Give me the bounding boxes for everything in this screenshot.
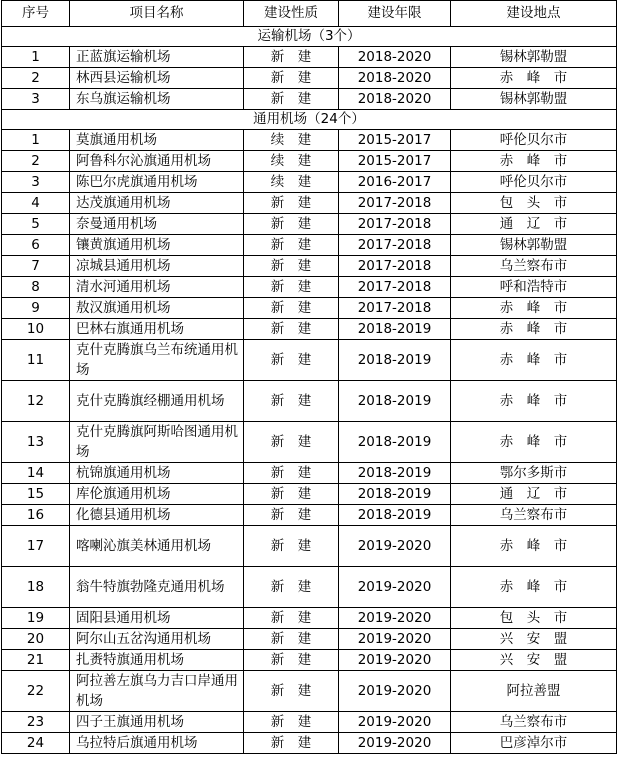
- cell-years: 2019-2020: [339, 567, 451, 608]
- table-row: [2, 89, 617, 110]
- cell-type: 新 建: [244, 68, 339, 89]
- cell-name: 克什克腾旗经棚通用机场: [70, 381, 244, 422]
- cell-years: 2019-2020: [339, 712, 451, 733]
- table-row: [2, 671, 617, 712]
- section-row: [2, 110, 617, 130]
- cell-no: 17: [2, 526, 70, 567]
- cell-type: 续 建: [244, 151, 339, 172]
- cell-type: 新 建: [244, 381, 339, 422]
- cell-years: 2018-2019: [339, 381, 451, 422]
- cell-place: 赤 峰 市: [451, 340, 617, 381]
- cell-name: 阿拉善左旗乌力吉口岸通用机场: [70, 671, 244, 712]
- table-row: [2, 484, 617, 505]
- cell-place: 赤 峰 市: [451, 68, 617, 89]
- cell-years: 2018-2020: [339, 47, 451, 68]
- cell-name: 东乌旗运输机场: [70, 89, 244, 110]
- cell-no: 16: [2, 505, 70, 526]
- section-title: 通用机场（24个）: [2, 110, 617, 130]
- cell-no: 19: [2, 608, 70, 629]
- table-row: [2, 130, 617, 151]
- cell-type: 新 建: [244, 298, 339, 319]
- section-title: 运输机场（3个）: [2, 27, 617, 47]
- cell-no: 24: [2, 733, 70, 754]
- table-row: [2, 733, 617, 754]
- header-name: 项目名称: [70, 1, 244, 27]
- cell-years: 2019-2020: [339, 608, 451, 629]
- cell-place: 乌兰察布市: [451, 505, 617, 526]
- cell-type: 新 建: [244, 193, 339, 214]
- cell-name: 达茂旗通用机场: [70, 193, 244, 214]
- cell-place: 包 头 市: [451, 193, 617, 214]
- cell-years: 2015-2017: [339, 151, 451, 172]
- cell-name: 四子王旗通用机场: [70, 712, 244, 733]
- cell-no: 11: [2, 340, 70, 381]
- cell-type: 新 建: [244, 277, 339, 298]
- cell-name: 库伦旗通用机场: [70, 484, 244, 505]
- cell-place: 乌兰察布市: [451, 256, 617, 277]
- cell-place: 呼伦贝尔市: [451, 172, 617, 193]
- table-row: [2, 463, 617, 484]
- cell-type: 新 建: [244, 505, 339, 526]
- cell-place: 赤 峰 市: [451, 298, 617, 319]
- table-row: [2, 172, 617, 193]
- cell-type: 新 建: [244, 422, 339, 463]
- cell-name: 杭锦旗通用机场: [70, 463, 244, 484]
- cell-place: 鄂尔多斯市: [451, 463, 617, 484]
- cell-name: 敖汉旗通用机场: [70, 298, 244, 319]
- cell-name: 乌拉特后旗通用机场: [70, 733, 244, 754]
- table-row: [2, 256, 617, 277]
- cell-years: 2018-2019: [339, 422, 451, 463]
- table-row: [2, 608, 617, 629]
- header-years: 建设年限: [339, 1, 451, 27]
- cell-place: 阿拉善盟: [451, 671, 617, 712]
- cell-place: 赤 峰 市: [451, 319, 617, 340]
- cell-place: 巴彦淖尔市: [451, 733, 617, 754]
- cell-no: 5: [2, 214, 70, 235]
- cell-no: 6: [2, 235, 70, 256]
- header-row: [2, 1, 617, 27]
- cell-type: 新 建: [244, 650, 339, 671]
- cell-name: 奈曼通用机场: [70, 214, 244, 235]
- cell-no: 9: [2, 298, 70, 319]
- cell-years: 2019-2020: [339, 650, 451, 671]
- cell-place: 赤 峰 市: [451, 422, 617, 463]
- cell-years: 2018-2019: [339, 340, 451, 381]
- cell-place: 包 头 市: [451, 608, 617, 629]
- cell-type: 新 建: [244, 484, 339, 505]
- cell-name: 林西县运输机场: [70, 68, 244, 89]
- cell-years: 2018-2020: [339, 68, 451, 89]
- cell-name: 克什克腾旗阿斯哈图通用机场: [70, 422, 244, 463]
- cell-place: 赤 峰 市: [451, 151, 617, 172]
- cell-no: 10: [2, 319, 70, 340]
- table-row: [2, 151, 617, 172]
- table-row: [2, 526, 617, 567]
- cell-type: 新 建: [244, 526, 339, 567]
- cell-no: 2: [2, 151, 70, 172]
- cell-type: 新 建: [244, 89, 339, 110]
- cell-place: 呼和浩特市: [451, 277, 617, 298]
- cell-name: 莫旗通用机场: [70, 130, 244, 151]
- cell-no: 23: [2, 712, 70, 733]
- cell-type: 新 建: [244, 256, 339, 277]
- header-place: 建设地点: [451, 1, 617, 27]
- cell-type: 新 建: [244, 671, 339, 712]
- airport-projects-table: [1, 0, 617, 754]
- cell-years: 2017-2018: [339, 277, 451, 298]
- cell-name: 固阳县通用机场: [70, 608, 244, 629]
- cell-no: 4: [2, 193, 70, 214]
- table-body: [2, 27, 617, 754]
- table-row: [2, 712, 617, 733]
- cell-no: 1: [2, 47, 70, 68]
- cell-place: 锡林郭勒盟: [451, 47, 617, 68]
- cell-place: 兴 安 盟: [451, 650, 617, 671]
- table-row: [2, 68, 617, 89]
- cell-name: 正蓝旗运输机场: [70, 47, 244, 68]
- cell-type: 新 建: [244, 712, 339, 733]
- cell-type: 新 建: [244, 567, 339, 608]
- cell-place: 锡林郭勒盟: [451, 89, 617, 110]
- cell-years: 2018-2020: [339, 89, 451, 110]
- cell-place: 通 辽 市: [451, 484, 617, 505]
- cell-no: 20: [2, 629, 70, 650]
- cell-place: 兴 安 盟: [451, 629, 617, 650]
- table-row: [2, 277, 617, 298]
- table-row: [2, 381, 617, 422]
- cell-no: 18: [2, 567, 70, 608]
- cell-no: 13: [2, 422, 70, 463]
- cell-name: 克什克腾旗乌兰布统通用机场: [70, 340, 244, 381]
- cell-years: 2017-2018: [339, 256, 451, 277]
- cell-type: 新 建: [244, 214, 339, 235]
- cell-years: 2019-2020: [339, 629, 451, 650]
- cell-no: 1: [2, 130, 70, 151]
- cell-type: 新 建: [244, 733, 339, 754]
- table-row: [2, 650, 617, 671]
- cell-years: 2019-2020: [339, 526, 451, 567]
- cell-type: 新 建: [244, 319, 339, 340]
- cell-years: 2017-2018: [339, 193, 451, 214]
- cell-no: 7: [2, 256, 70, 277]
- cell-name: 阿鲁科尔沁旗通用机场: [70, 151, 244, 172]
- table-row: [2, 298, 617, 319]
- cell-place: 锡林郭勒盟: [451, 235, 617, 256]
- cell-name: 翁牛特旗勃隆克通用机场: [70, 567, 244, 608]
- cell-no: 3: [2, 89, 70, 110]
- cell-type: 新 建: [244, 608, 339, 629]
- cell-type: 续 建: [244, 130, 339, 151]
- cell-years: 2018-2019: [339, 463, 451, 484]
- table-row: [2, 340, 617, 381]
- cell-type: 新 建: [244, 47, 339, 68]
- cell-place: 赤 峰 市: [451, 526, 617, 567]
- cell-years: 2015-2017: [339, 130, 451, 151]
- cell-name: 喀喇沁旗美林通用机场: [70, 526, 244, 567]
- table-row: [2, 235, 617, 256]
- cell-years: 2017-2018: [339, 214, 451, 235]
- cell-name: 陈巴尔虎旗通用机场: [70, 172, 244, 193]
- cell-no: 2: [2, 68, 70, 89]
- cell-no: 22: [2, 671, 70, 712]
- cell-type: 续 建: [244, 172, 339, 193]
- cell-name: 扎赉特旗通用机场: [70, 650, 244, 671]
- cell-no: 3: [2, 172, 70, 193]
- cell-type: 新 建: [244, 629, 339, 650]
- cell-years: 2019-2020: [339, 671, 451, 712]
- table-row: [2, 214, 617, 235]
- cell-no: 12: [2, 381, 70, 422]
- table-row: [2, 47, 617, 68]
- cell-years: 2018-2019: [339, 505, 451, 526]
- cell-name: 凉城县通用机场: [70, 256, 244, 277]
- section-row: [2, 27, 617, 47]
- cell-place: 赤 峰 市: [451, 381, 617, 422]
- header-no: 序号: [2, 1, 70, 27]
- cell-place: 呼伦贝尔市: [451, 130, 617, 151]
- cell-no: 8: [2, 277, 70, 298]
- cell-type: 新 建: [244, 463, 339, 484]
- cell-place: 通 辽 市: [451, 214, 617, 235]
- header-type: 建设性质: [244, 1, 339, 27]
- table-row: [2, 193, 617, 214]
- cell-years: 2017-2018: [339, 298, 451, 319]
- cell-name: 化德县通用机场: [70, 505, 244, 526]
- cell-name: 阿尔山五岔沟通用机场: [70, 629, 244, 650]
- table-row: [2, 319, 617, 340]
- cell-years: 2018-2019: [339, 319, 451, 340]
- cell-place: 乌兰察布市: [451, 712, 617, 733]
- cell-no: 21: [2, 650, 70, 671]
- table-row: [2, 422, 617, 463]
- cell-years: 2018-2019: [339, 484, 451, 505]
- cell-name: 清水河通用机场: [70, 277, 244, 298]
- cell-years: 2017-2018: [339, 235, 451, 256]
- table-row: [2, 629, 617, 650]
- cell-type: 新 建: [244, 235, 339, 256]
- cell-years: 2016-2017: [339, 172, 451, 193]
- cell-place: 赤 峰 市: [451, 567, 617, 608]
- cell-no: 14: [2, 463, 70, 484]
- table-row: [2, 505, 617, 526]
- cell-no: 15: [2, 484, 70, 505]
- cell-type: 新 建: [244, 340, 339, 381]
- cell-name: 镶黄旗通用机场: [70, 235, 244, 256]
- cell-name: 巴林右旗通用机场: [70, 319, 244, 340]
- cell-years: 2019-2020: [339, 733, 451, 754]
- table-row: [2, 567, 617, 608]
